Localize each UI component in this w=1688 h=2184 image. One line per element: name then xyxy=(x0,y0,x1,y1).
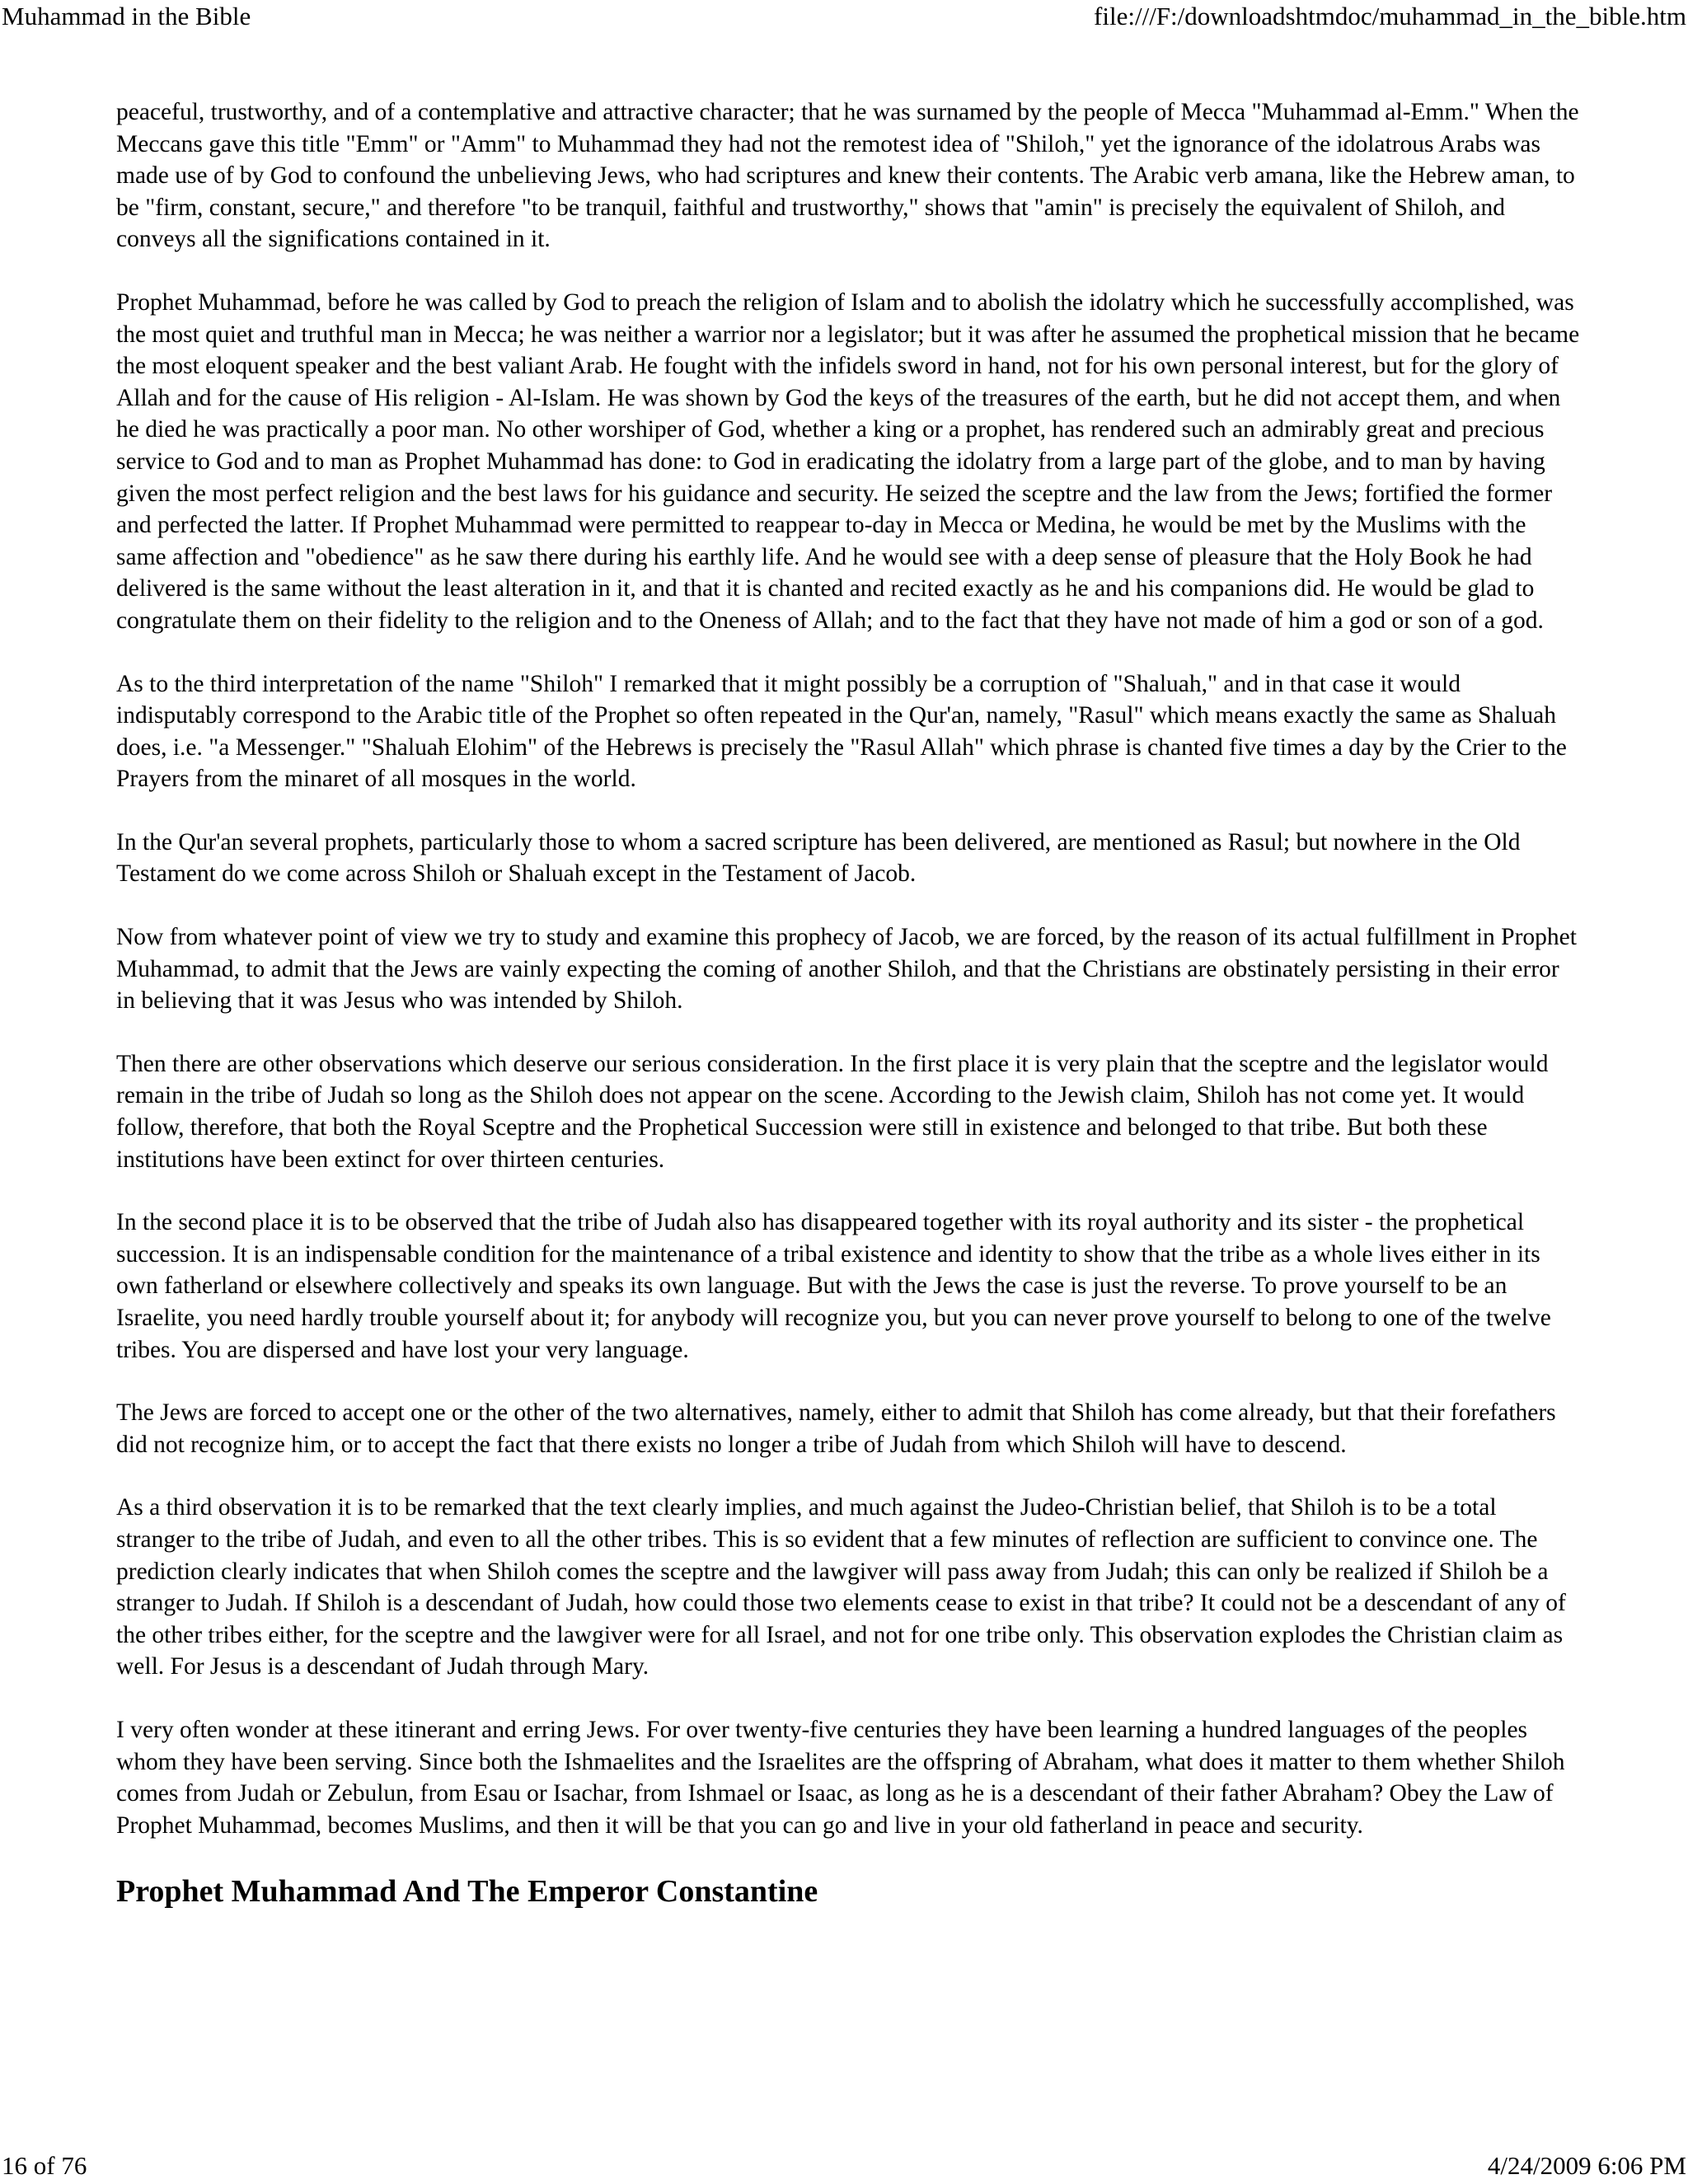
paragraph-5: Now from whatever point of view we try to study and examine this prophecy of Jacob, we are forced, by the reason of its actual fulfillment in Prophet Muhammad, to admit that the Jews are vainly expecting the coming of another Shiloh, and that the Christians are obstinately persisting in their error in believing that it was Jesus who was intended by Shiloh. xyxy=(116,924,1577,1015)
document-body xyxy=(116,96,1580,1910)
section-heading: Prophet Muhammad And The Emperor Constantine xyxy=(116,1874,818,1910)
paragraph-2: Prophet Muhammad, before he was called by God to preach the religion of Islam and to abolish the idolatry which he successfully accomplished, was the most quiet and truthful man in Mecca; he was neither a warrior nor a legislator; but it was after he assumed the prophetical mission that he became the most eloquent speaker and the best valiant Arab. He fought with the infidels sword in hand, not for his own personal interest, but for the glory of Allah and for the cause of His religion - Al-Islam. He was shown by God the keys of the treasures of the earth, but he did not accept them, and when he died he was practically a poor man. No other worshiper of God, whether a king or a prophet, has rendered such an admirably great and precious service to God and to man as Prophet Muhammad has done: to God in eradicating the idolatry from a large part of the globe, and to man by having given the most perfect religion and the best laws for his guidance and security. He seized the sceptre and the law from the Jews; fortified the former and perfected the latter. If Prophet Muhammad were permitted to reappear to-day in Mecca or Medina, he would be met by the Muslims with the same affection and "obedience" as he saw there during his earthly life. And he would see with a deep sense of pleasure that the Holy Book he had delivered is the same without the least alteration in it, and that it is chanted and recited exactly as he and his companions did. He would be glad to congratulate them on their fidelity to the religion and to the Oneness of Allah; and to the fact that they have not made of him a god or son of a god. xyxy=(116,288,1580,634)
print-footer xyxy=(0,2151,1688,2184)
print-datetime: 4/24/2009 6:06 PM xyxy=(1487,2151,1686,2180)
document-url: file:///F:/downloadshtmdoc/muhammad_in_the_bible.htm xyxy=(1094,2,1686,30)
paragraph-9: As a third observation it is to be remarked that the text clearly implies, and much against the Judeo-Christian belief, that Shiloh is to be a total stranger to the tribe of Judah, and even to all the other tribes. This is so evident that a few minutes of reflection are sufficient to convince one. The prediction clearly indicates that when Shiloh comes the sceptre and the lawgiver will pass away from Judah; this can only be realized if Shiloh be a stranger to Judah. If Shiloh is a descendant of Judah, how could those two elements cease to exist in that tribe? It could not be a descendant of any of the other tribes either, for the sceptre and the lawgiver were for all Israel, and not for one tribe only. This observation explodes the Christian claim as well. For Jesus is a descendant of Judah through Mary. xyxy=(116,1494,1566,1680)
paragraph-3: As to the third interpretation of the name "Shiloh" I remarked that it might possibly be a corruption of "Shaluah," and in that case it would indisputably correspond to the Arabic title of the Prophet so often repeated in the Qur'an, namely, "Rasul" which means exactly the same as Shaluah does, i.e. "a Messenger." "Shaluah Elohim" of the Hebrews is precisely the "Rasul Allah" which phrase is chanted five times a day by the Crier to the Prayers from the minaret of all mosques in the world. xyxy=(116,670,1567,793)
print-header xyxy=(0,0,1688,33)
paragraph-6: Then there are other observations which deserve our serious consideration. In the first place it is very plain that the sceptre and the legislator would remain in the tribe of Judah so long as the Shiloh does not appear on the scene. According to the Jewish claim, Shiloh has not come yet. It would follow, therefore, that both the Royal Sceptre and the Prophetical Succession were still in existence and belonged to that tribe. But both these institutions have been extinct for over thirteen centuries. xyxy=(116,1050,1549,1173)
document-title: Muhammad in the Bible xyxy=(2,2,251,30)
paragraph-7: In the second place it is to be observed that the tribe of Judah also has disappeared together with its royal authority and its sister - the prophetical succession. It is an indispensable condition for the maintenance of a tribal existence and identity to show that the tribe as a whole lives either in its own fatherland or elsewhere collectively and speaks its own language. But with the Jews the case is just the reverse. To prove yourself to be an Israelite, you need hardly trouble yourself about it; for anybody will recognize you, but you can never prove yourself to belong to one of the twelve tribes. You are dispersed and have lost your very language. xyxy=(116,1209,1551,1363)
paragraph-1: peaceful, trustworthy, and of a contemplative and attractive character; that he was surnamed by the people of Mecca "Muhammad al-Emm." When the Meccans gave this title "Emm" or "Amm" to Muhammad they had not the remotest idea of "Shiloh," yet the ignorance of the idolatrous Arabs was made use of by God to confound the unbelieving Jews, who had scriptures and knew their contents. The Arabic verb amana, like the Hebrew aman, to be "firm, constant, secure," and therefore "to be tranquil, faithful and trustworthy," shows that "amin" is precisely the equivalent of Shiloh, and conveys all the significations contained in it. xyxy=(116,99,1579,253)
paragraph-8: The Jews are forced to accept one or the other of the two alternatives, namely, either to admit that Shiloh has come already, but that their forefathers did not recognize him, or to accept the fact that there exists no longer a tribe of Judah from which Shiloh will have to descend. xyxy=(116,1399,1556,1458)
paragraph-4: In the Qur'an several prophets, particularly those to whom a sacred scripture has been delivered, are mentioned as Rasul; but nowhere in the Old Testament do we come across Shiloh or Shaluah except in the Testament of Jacob. xyxy=(116,828,1521,888)
paragraph-10: I very often wonder at these itinerant and erring Jews. For over twenty-five centuries they have been learning a hundred languages of the peoples whom they have been serving. Since both the Ishmaelites and the Israelites are the offspring of Abraham, what does it matter to them whether Shiloh comes from Judah or Zebulun, from Esau or Isachar, from Ishmael or Isaac, as long as he is a descendant of their father Abraham? Obey the Law of Prophet Muhammad, becomes Muslims, and then it will be that you can go and live in your old fatherland in peace and security. xyxy=(116,1716,1565,1839)
page-number: 16 of 76 xyxy=(2,2151,87,2180)
